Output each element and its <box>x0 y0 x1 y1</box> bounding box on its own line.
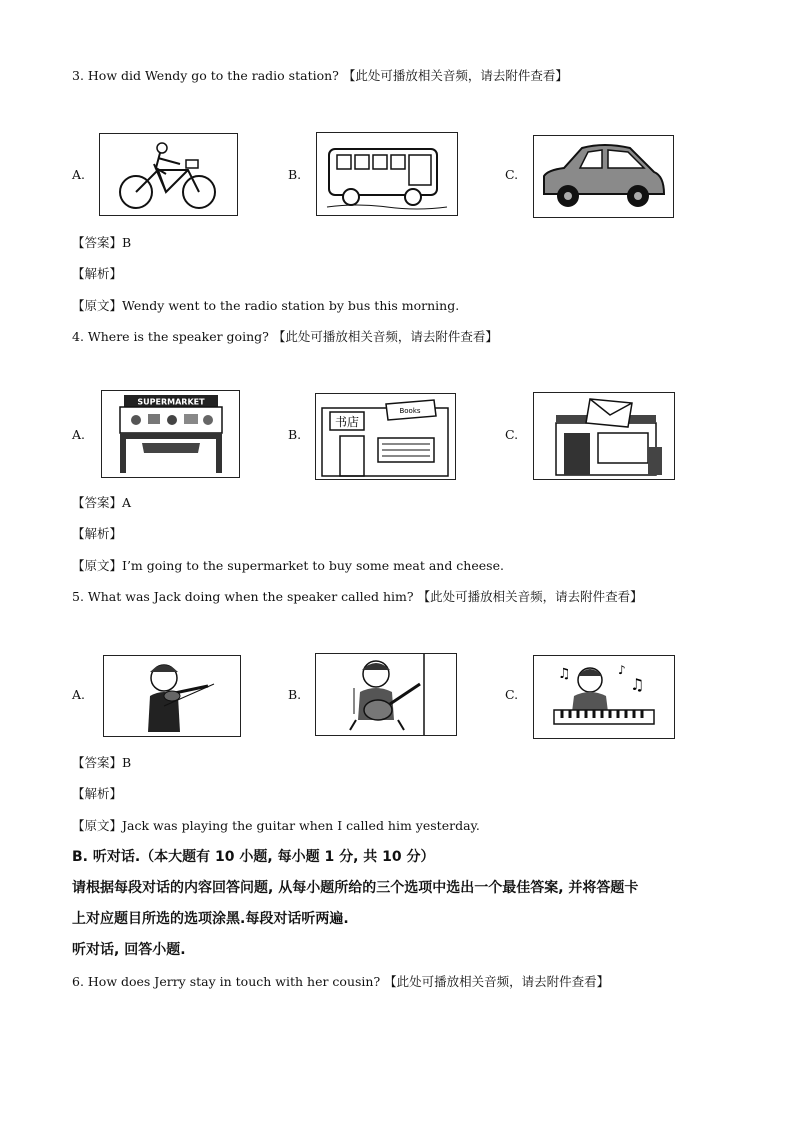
q3-original: 【原文】Wendy went to the radio station by bus this morning. <box>72 298 460 313</box>
audio-note: 【此处可播放相关音频，请去附件查看】 <box>272 329 498 344</box>
q4-option-a-label: A. <box>72 427 86 442</box>
question-3: 3. How did Wendy go to the radio station? 【此处可播放相关音频，请去附件查看】 <box>72 68 568 83</box>
post-office-image <box>533 392 675 480</box>
bookstore-sign: 书店 <box>334 415 360 429</box>
audio-note: 【此处可播放相关音频，请去附件查看】 <box>384 974 610 989</box>
section-b-instruction: 上对应题目所选的选项涂黑.每段对话听两遍. <box>72 911 349 927</box>
q5-analysis: 【解析】 <box>72 786 123 801</box>
violin-image <box>103 655 241 737</box>
supermarket-image <box>101 390 240 478</box>
bus-image <box>316 132 458 216</box>
q3-answer: 【答案】B <box>72 235 132 250</box>
q5-option-c-label: C. <box>505 687 519 702</box>
car-image <box>533 135 674 218</box>
section-b-instruction: 请根据每段对话的内容回答问题, 从每小题所给的三个选项中选出一个最佳答案, 并将答题卡 <box>72 880 639 896</box>
q3-option-c-label: C. <box>505 167 519 182</box>
music-note-icon: ♪ <box>618 663 626 677</box>
q3-analysis: 【解析】 <box>72 266 123 281</box>
books-label: Books <box>399 407 421 415</box>
section-b-heading: B. 听对话.（本大题有 10 小题, 每小题 1 分, 共 10 分） <box>72 849 435 865</box>
question-6: 6. How does Jerry stay in touch with her cousin? 【此处可播放相关音频，请去附件查看】 <box>72 974 610 989</box>
question-4: 4. Where is the speaker going? 【此处可播放相关音频，请去附件查看】 <box>72 329 498 344</box>
q4-answer: 【答案】A <box>72 495 132 510</box>
bookstore-image <box>315 393 456 480</box>
bicycle-image <box>99 133 238 216</box>
audio-note: 【此处可播放相关音频，请去附件查看】 <box>342 68 568 83</box>
q3-option-b-label: B. <box>288 167 302 182</box>
supermarket-sign: SUPERMARKET <box>137 397 205 407</box>
audio-note: 【此处可播放相关音频，请去附件查看】 <box>417 589 643 604</box>
q4-option-c-label: C. <box>505 427 519 442</box>
q4-analysis: 【解析】 <box>72 526 123 541</box>
q5-answer: 【答案】B <box>72 755 132 770</box>
question-5: 5. What was Jack doing when the speaker called him? 【此处可播放相关音频，请去附件查看】 <box>72 589 643 604</box>
q4-option-b-label: B. <box>288 427 302 442</box>
music-note-icon: ♫ <box>558 666 571 682</box>
q3-option-a-label: A. <box>72 167 86 182</box>
music-note-icon: ♫ <box>630 675 645 694</box>
piano-image <box>533 655 675 739</box>
q5-option-a-label: A. <box>72 687 86 702</box>
q5-original: 【原文】Jack was playing the guitar when I called him yesterday. <box>72 818 480 833</box>
q5-option-b-label: B. <box>288 687 302 702</box>
section-b-instruction: 听对话, 回答小题. <box>72 942 186 958</box>
guitar-image <box>315 653 457 736</box>
q4-original: 【原文】I’m going to the supermarket to buy some meat and cheese. <box>72 558 504 573</box>
